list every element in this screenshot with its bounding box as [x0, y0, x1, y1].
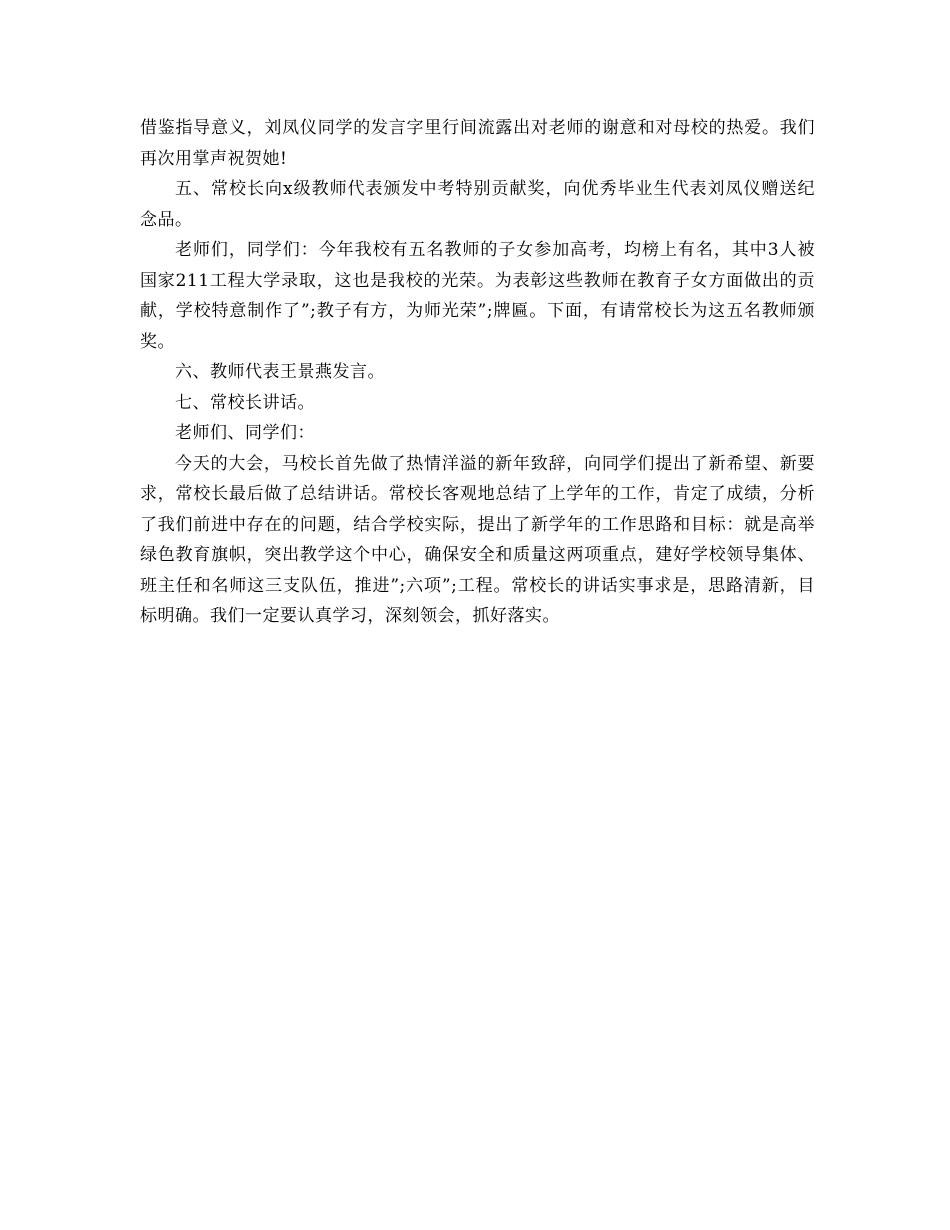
paragraph-6: 老师们、同学们：	[175, 423, 315, 443]
paragraph-4: 六、教师代表王景燕发言。	[175, 362, 385, 382]
paragraph-2: 五、常校长向x级教师代表颁发中考特别贡献奖，向优秀毕业生代表刘凤仪赠送纪念品。	[140, 179, 815, 230]
paragraph-5: 七、常校长讲话。	[175, 392, 315, 413]
paragraph-1: 借鉴指导意义，刘凤仪同学的发言字里行间流露出对老师的谢意和对母校的热爱。我们再次用掌声祝贺她!	[140, 118, 815, 169]
paragraph-7: 今天的大会，马校长首先做了热情洋溢的新年致辞，向同学们提出了新希望、新要求，常校长最后做了总结讲话。常校长客观地总结了上学年的工作，肯定了成绩，分析了我们前进中存在的问题，结合学校实际，提出了新学年的工作思路和目标：就是高举绿色教育旗帜，突出教学这个中心，确保安全和质量这两项重点，建好学校领导集体、班主任和名师这三支队伍，推进”;六项”;工程。常校长的讲话实事求是，思路清新，目标明确。我们一定要认真学习，深刻领会，抓好落实。	[140, 453, 815, 626]
paragraph-3: 老师们，同学们：今年我校有五名教师的子女参加高考，均榜上有名，其中3人被国家211工程大学录取，这也是我校的光荣。为表彰这些教师在教育子女方面做出的贡献，学校特意制作了”;教子有方，为师光荣”;牌匾。下面，有请常校长为这五名教师颁奖。	[140, 240, 815, 352]
document-body	[140, 113, 815, 632]
